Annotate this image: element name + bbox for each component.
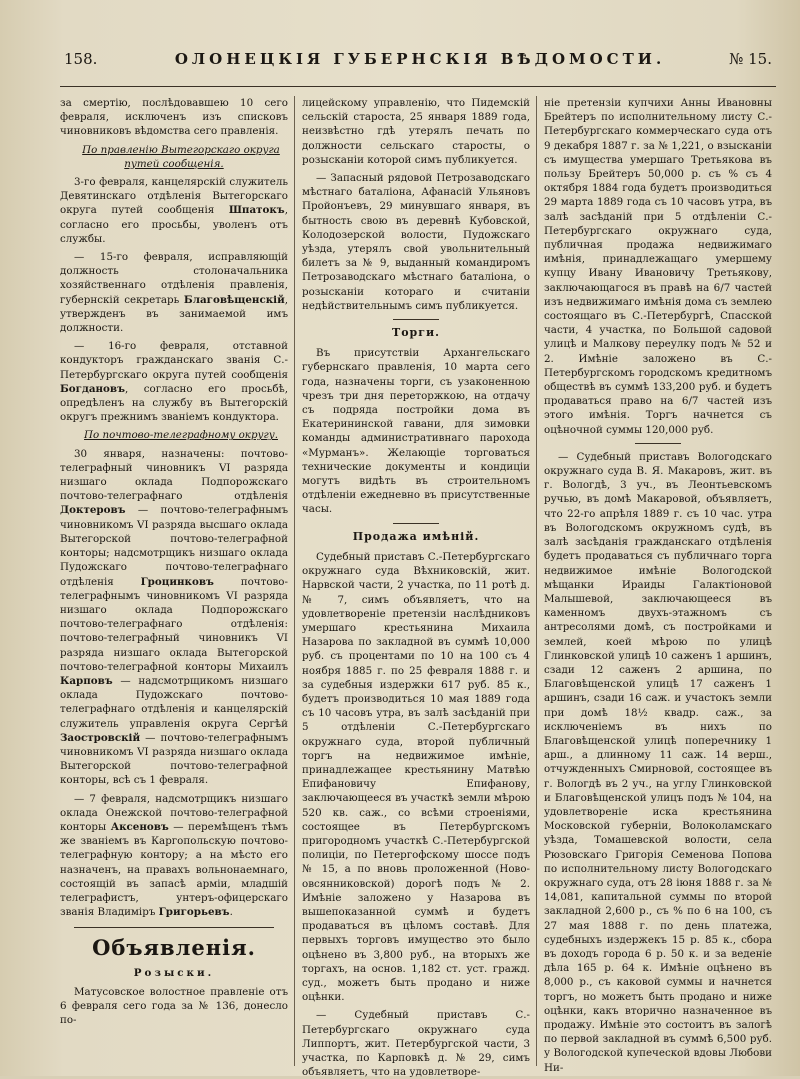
section-rule xyxy=(74,927,274,928)
text: почтово-телеграфнымъ чиновникомъ VI разряда низшаго оклада Подпорожскаго почтово-телеграфнаго отдѣленія: почтово-телеграфный чиновникъ VI разряда низшаго оклада Вытегорской почтово-телеграфной конторы Михаилъ xyxy=(60,575,288,673)
person-name: Заостровскій xyxy=(60,731,141,744)
paragraph xyxy=(60,792,288,920)
paragraph: ніе претензіи купчихи Анны Ивановны Брейтеръ по исполнительному листу С.-Петербургскаго коммерческаго суда отъ 9 декабря 1887 г. за № 1,221, о взысканіи съ имущества умершаго Третьякова въ пользу Брейтеръ 50,000 р. съ % съ 4 октября 1884 года будетъ производиться 29 марта 1889 года съ 10 часовъ утра, въ залѣ засѣданій при 5 отдѣленіи С.-Петербургскаго окружнаго суда, публичная продажа недвижимаго имѣнія, принадлежащаго умершему купцу Ивану Ивановичу Третьякову, заключающагося въ правѣ на 6/7 частей изъ недвижимаго имѣнія дома съ землею состоящаго въ С.-Петербургѣ, Спасской части, 4 участка, по Большой садовой улицѣ и Малкову переулку подъ № 52 и 2. Имѣніе заложено въ С.-Петербургскомъ городскомъ кредитномъ обществѣ въ суммѣ 133,200 руб. и будетъ продаваться право на 6/7 частей изъ этого имѣнія. Торгъ начнется съ оцѣночной суммы 120,000 руб. xyxy=(544,97,772,436)
column-divider xyxy=(536,96,537,1066)
newspaper-title: ОЛОНЕЦКІЯ ГУБЕРНСКІЯ ВѢДОМОСТИ. xyxy=(174,50,666,68)
column-3 xyxy=(544,96,772,1074)
text: 3-го февраля, канцелярскій служитель Девятинскаго отдѣленія Вытегорскаго округа путей сообщенія xyxy=(60,176,288,217)
estate-sales-heading: Продажа имѣній. xyxy=(352,529,480,543)
header-rule xyxy=(60,86,776,87)
searches-heading: Розыски. xyxy=(133,967,215,980)
text: — перемѣщенъ тѣмъ же званіемъ въ Каргопольскую почтово-телеграфную контору; а на мѣсто его назначенъ, на правахъ вольнонаемнаго, состоящій въ запасѣ арміи, младшій телеграфистъ, унтеръ-офицерскаго званія Владиміръ xyxy=(60,820,288,919)
text: , согласно его просьбы, уволенъ отъ службы. xyxy=(60,204,288,245)
section-subheading: По почтово-телеграфному округу. xyxy=(84,429,278,442)
text: — почтово-телеграфнымъ чиновникомъ VI разряда низшаго оклада Вытегорской почтово-телеграфной конторы, всѣ съ 1 февраля. xyxy=(60,731,288,787)
paragraph: Матусовское волостное правленіе отъ 6 февраля сего года за № 136, донесло по- xyxy=(60,985,288,1026)
person-name: Богдановъ xyxy=(60,382,125,395)
paragraph: — Судебный приставъ Вологодскаго окружнаго суда В. Я. Макаровъ, жит. въ г. Вологдѣ, 3 уч., въ Леонтьевскомъ ручью, въ домѣ Макаровой, объявляетъ, что 22-го апрѣля 1889 г. съ 10 час. утра въ Вологодскомъ окружномъ судѣ, въ залѣ засѣданія гражданскаго отдѣленія будетъ продаваться съ публичнаго торга недвижимое имѣніе Вологодской мѣщанки Ираиды Галактіоновой Малышевой, заключающееся въ каменномъ двухъ-этажномъ съ антресолями домѣ, съ постройками и землей, коей мѣрою по улицѣ Глинковской улицѣ 10 саженъ 1 аршинъ, сзади 12 саженъ 2 аршина, по Благовѣщенской улицѣ 17 саженъ 1 аршинъ, сзади 16 саж. и участокъ земли при домѣ 18½ квадр. саж., за исключеніемъ въ нихъ по Благовѣщенской улицѣ поперечнику 1 арш., а длинному 11 саж. 14 верш., отчужденныхъ Смирновой, состоящее въ г. Вологдѣ въ 2 уч., на углу Глинковской и Благовѣщенской улицъ подъ № 104, на удовлетвореніе иска крестьянина Московской губерніи, Волоколамскаго уѣзда, Томашевской волости, села Рюзовскаго Григорія Семенова Попова по исполнительному листу Вологодскаго окружнаго суда, отъ 28 іюня 1888 г. за № 14,081, капитальной суммы по второй закладной 2,600 р., съ % по 6 на 100, съ 27 мая 1888 г. по день платежа, судебныхъ издержекъ 15 р. 85 к., сбора въ доходъ города 6 р. 50 к. и за веденіе дѣла 165 р. 64 к. Имѣніе оцѣнено въ 8,000 р., съ каковой суммы и начнется торгъ, но можетъ быть продано и ниже оцѣнки, какъ вторично назначенное въ продажу. Имѣніе это состоитъ въ залогѣ по первой закладной въ суммѣ 6,500 руб. у Вологодской купеческой вдовы Любови Ни- xyxy=(544,450,772,1074)
paragraph xyxy=(60,447,288,788)
person-name: Благовѣщенскій xyxy=(183,293,285,306)
section-subheading: По правленію Вытегорскаго округа путей сообщенія. xyxy=(82,143,280,170)
column-1 xyxy=(60,96,288,1068)
paragraph xyxy=(60,175,288,246)
section-rule xyxy=(393,319,439,320)
auctions-heading: Торги. xyxy=(392,326,440,340)
person-name: Аксеновъ xyxy=(110,820,169,833)
section-rule xyxy=(393,523,439,524)
person-name: Григорьевъ xyxy=(158,906,230,919)
issue-number: № 15. xyxy=(729,50,772,68)
page-header xyxy=(40,44,780,78)
text: — почтово-телеграфнымъ чиновникомъ VI разряда высшаго оклада Вытегорской почтово-телеграфной конторы; надсмотрщикъ низшаго оклада Пудожскаго почтово-телеграфнаго отдѣленія xyxy=(60,504,288,588)
text: , согласно его просьбѣ, опредѣленъ на службу въ Вытегорскій округъ прежнимъ званіемъ кондуктора. xyxy=(60,382,288,424)
paragraph: лицейскому управленію, что Пидемскій сельскій староста, 25 января 1889 года, неизвѣстно гдѣ утерялъ печать по должности сельскаго старосты, о розысканіи которой симъ публикуется. xyxy=(302,97,530,166)
paragraph xyxy=(60,339,288,424)
column-2 xyxy=(302,96,530,1079)
person-name: Гроцинковъ xyxy=(140,575,214,588)
text: — 7 февраля, надсмотрщикъ низшаго оклада Онежской почтово-телеграфной конторы xyxy=(60,792,288,833)
paragraph: Въ присутствіи Архангельскаго губернскаго правленія, 10 марта сего года, назначены торги, съ узаконенною чрезъ три дня переторжкою, на отдачу съ подряда постройки дома въ Екатерининской гавани, для зимовки команды административнаго парохода «Мурманъ». Желающіе торговаться технические документы и кондиціи могутъ видѣть въ строительномъ отдѣленіи ежедневно въ присутственные часы. xyxy=(302,347,530,516)
person-name: Шпатокъ xyxy=(228,204,285,217)
section-rule xyxy=(635,443,681,444)
text: — надсмотрщикомъ низшаго оклада Пудожскаго почтово-телеграфнаго отдѣленія и канцелярскій служитель управленія округа Сергѣй xyxy=(60,674,288,730)
column-divider xyxy=(294,96,295,1066)
paragraph: — Запасный рядовой Петрозаводскаго мѣстнаго баталіона, Афанасій Ульяновъ Пройонъевъ, 29 минувшаго января, въ бытность свою въ деревнѣ Кубовской, Колодозерской волости, Пудожскаго уѣзда, утерялъ свой увольнительный билетъ за № 9, выданный командиромъ Петрозаводскаго мѣстнаго баталіона, о розысканіи котораго и считаніи недѣйствительнымъ симъ публикуется. xyxy=(302,172,530,312)
text: . xyxy=(229,906,233,919)
text: , утвержденъ въ занимаемой имъ должности. xyxy=(60,293,288,335)
text: — 16-го февраля, отставной кондукторъ гражданскаго званія С.-Петербургскаго округа путей сообщенія xyxy=(60,340,288,381)
person-name: Доктеровъ xyxy=(60,504,126,517)
page-number: 158. xyxy=(64,50,98,68)
announcements-heading: Объявленія. xyxy=(92,935,256,961)
paragraph: Судебный приставъ С.-Петербургскаго окружнаго суда Вѣхниковскій, жит. Нарвской части, 2 участка, по 11 ротѣ д. № 7, симъ объявляетъ, что на удовлетвореніе претензіи наслѣдниковъ умершаго крестьянина Михаила Назарова по закладной въ суммѣ 10,000 руб. съ процентами по 10 на 100 съ 4 ноября 1885 г. по 25 февраля 1888 г. и за судебныя издержки 617 руб. 85 к., будетъ производиться 10 мая 1889 года съ 10 часовъ утра, въ залѣ засѣданій при 5 отдѣленіи С.-Петербургскаго окружнаго суда, второй публичный торгъ на недвижимое имѣніе, принадлежащее крестьянину Матвѣю Епифановичу Епифанову, заключающееся въ участкѣ земли мѣрою 520 кв. саж., со всѣми строеніями, состоящее въ Петербургскомъ пригородномъ участкѣ С.-Петербургской полиціи, по Петергофскому шоссе подъ № 15, а по вновь проложенной (Ново-овсянниковской) дорогѣ подъ № 2. Имѣніе заложено у Назарова въ вышепоказанной суммѣ и будетъ продаваться въ цѣломъ составѣ. Для первыхъ торговъ имущество это было оцѣнено въ 3,800 руб., на вторыхъ же торгахъ, на основ. 1,182 ст. уст. гражд. суд., можетъ быть продано и ниже оцѣнки. xyxy=(302,550,530,1004)
paragraph xyxy=(60,250,288,335)
paragraph: за смертію, послѣдовавшею 10 сего февраля, исключенъ изъ списковъ чиновниковъ вѣдомства сего правленія. xyxy=(60,97,288,138)
text: — 15-го февраля, исправляющій должность столоначальника хозяйственнаго отдѣленія правленія, губернскій секретарь xyxy=(60,251,288,306)
paragraph: — Судебный приставъ С.-Петербургскаго окружнаго суда Липпортъ, жит. Петербургской части, 3 участка, по Карповкѣ д. № 29, симъ объявляетъ, что на удовлетворе- xyxy=(302,1009,530,1079)
person-name: Карповъ xyxy=(60,674,113,687)
text: 30 января, назначены: почтово-телеграфный чиновникъ VI разряда низшаго оклада Подпорожскаго почтово-телеграфнаго отдѣленія xyxy=(60,447,288,503)
